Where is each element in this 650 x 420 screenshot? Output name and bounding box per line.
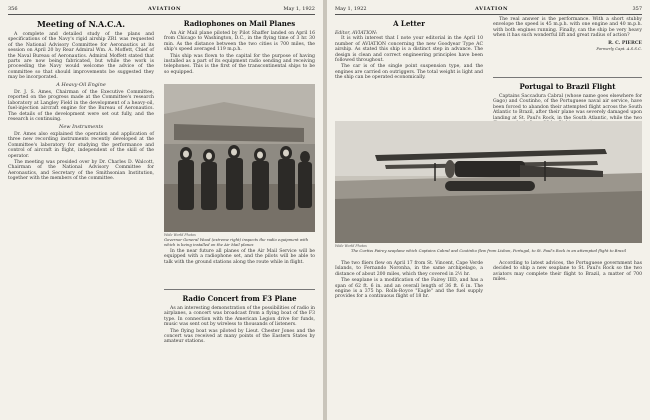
running-title: AVIATION (148, 6, 182, 12)
article-paragraph: The meeting was presided over by Dr. Charles D. Walcott, Chairman of the National Advisory Committee for Aeronautics, and Secretary of the Smithsonian Institution, together with the members of the committee. (8, 159, 154, 182)
issue-date: May 1, 1922 (283, 6, 315, 12)
running-title: AVIATION (475, 6, 509, 12)
article-title: Radiophones on Mail Planes (183, 19, 296, 28)
page-number: 356 (8, 6, 18, 12)
portugal-continued-left (335, 261, 483, 412)
letter-continued (493, 17, 642, 75)
article-paragraph: As an interesting demonstration of the possibilities of radio in airplanes, a concert was broadcast from a flying boat of the F3 type. In connection with the American Legion drive for funds, music was sent out by wireless to thousands of listeners. (164, 306, 315, 328)
radiophones-article (164, 17, 315, 81)
article-paragraph: In the near future all planes of the Air Mail Service will be equipped with a radiophone set, and the pilots will be able to talk with the ground stations along the route while in flight. (164, 249, 315, 265)
photo-credit: Wide World Photos (335, 244, 367, 248)
right-page (327, 0, 650, 420)
article-paragraph: A complete and detailed study of the plans and specifications of the Navy's rigid airship ZR1 was requested of the National Advisory Committee for Aeronautics at its session on April 20 by Rear Admiral Wm. A. Moffett, Chief of the Naval Bureau of Aeronautics. Admiral Moffett stated that parts are now being fabricated, but while the work is proceeding the Navy would welcome the advice of the committee so that should improvements be suggested they may be incorporated. (8, 32, 154, 81)
seaplane-photo (335, 121, 642, 243)
meeting-article (8, 17, 154, 412)
article-paragraph: Captains Saccadura Cabral (whose name goes elsewhere for Gago) and Coutinho, of the Portuguese naval air service, have been forced to abandon their attempted flight across the South Atlantic to Brazil, after their plane was severely damaged upon landing at St. Paul's Rock, in the South Atlantic, while the two (493, 94, 642, 121)
article-paragraph: It is with interest that I note your editorial in the April 10 number of AVIATION concerning the new Goodyear Type AC airship. As stated this ship is a distinct step in advance. The design is clean and correct engineering principles have been followed throughout. (335, 36, 483, 64)
letter-signature: R. C. PIERCE (608, 40, 642, 46)
article-paragraph: This ship was flown to the capital for the purpose of having installed as a part of its equipment radio sending and receiving telephones. This is the first of the transcontinental ships to be so equipped. (164, 53, 315, 75)
article-paragraph: The flying boat was piloted by Lieut. Chester Jones and the concert was received at many points of the Eastern States by amateur stations. (164, 328, 315, 345)
letter-salutation: Editor, AVIATION: (335, 31, 378, 36)
left-page-header (8, 4, 315, 15)
divider (164, 289, 315, 290)
article-paragraph: The real answer is the performance. With a short stubby envelope the speed is 45 m.p.h. with one engine and 40 m.p.h. with both engines running. Finally, can the ship be very heavy when it has such wonderful lift and great radius of action? (493, 17, 642, 39)
photo-caption: Governor General Wood (extreme right) inspects the radio equipment with which is being installed on the Air Mail planes (164, 237, 309, 247)
portugal-article (493, 80, 642, 121)
article-title: Meeting of N.A.C.A. (36, 19, 126, 29)
article-paragraph: The car is of the single point suspension type, and the engines are carried on outriggers. The total weight is light and the ship can be operated economically. (335, 64, 483, 81)
radiophones-continued (164, 249, 315, 287)
article-paragraph: Dr. J. S. Ames, Chairman of the Executive Committee, reported on the progress made at the Committee's research laboratory at Langley Field in the development of a heavy-oil, fuel-injection aircraft engine for the Bureau of Aeronautics. The details of the development were set out fully, and the research is continuing. (8, 90, 154, 123)
issue-date: May 1, 1922 (335, 6, 367, 12)
photo-caption: The Curtiss Fairey seaplane which Captains Cabral and Coutinho flew from Lisbon, Portugal, to St. Paul's Rock in an attempted flight to Brazil (351, 248, 626, 253)
article-paragraph: An Air Mail plane piloted by Pilot Shaffer landed on April 16 from Chicago to Washington, D.C., in the flying time of 3 hr. 30 min. As the distance between the two cities is 700 miles, the ship's speed averaged 119 m.p.h. (164, 31, 315, 53)
article-title: Portugal to Brazil Flight (519, 82, 616, 91)
divider (493, 77, 642, 78)
f3-article (164, 292, 315, 412)
article-title: Radio Concert from F3 Plane (182, 294, 297, 303)
letter-signature-title: Formerly Capt. A.S.S.C. (596, 46, 642, 52)
section-subhead: New Instruments (58, 123, 104, 130)
article-paragraph: Dr. Ames also explained the operation and application of three new recording instruments recently developed at the Committee's laboratory for studying the performance and control of aircraft in flight, independent of the skill of the operator. (8, 131, 154, 159)
article-paragraph: The seaplane is a modification of the Fairey IIID, and has a span of 62 ft. 6 in. and an overall length of 36 ft. 6 in. The engine is a 375 hp. Rolls-Royce "Eagle" and the fuel supply provides for a continuous flight of 18 hr. (335, 278, 483, 300)
article-paragraph: According to latest advices, the Portuguese government has decided to ship a new seaplane to St. Paul's Rock so the two aviators may complete their flight to Brazil, a matter of 700 miles. (493, 261, 642, 283)
left-page (0, 0, 323, 420)
page-number: 357 (632, 6, 642, 12)
right-page-header (335, 4, 642, 15)
photo-credit: Wide World Photos (164, 233, 196, 237)
article-paragraph: The two fliers flew on April 17 from St. Vincent, Cape Verde Islands, to Fernando Noronha, in the same archipelago, a distance of about 200 miles, which they covered in 2½ hr. (335, 261, 483, 277)
radio-photo (164, 84, 315, 232)
letter-article (335, 17, 483, 117)
portugal-continued-right (493, 261, 642, 412)
section-subhead: A Heavy-Oil Engine (56, 81, 106, 88)
article-title: A Letter (393, 19, 425, 28)
